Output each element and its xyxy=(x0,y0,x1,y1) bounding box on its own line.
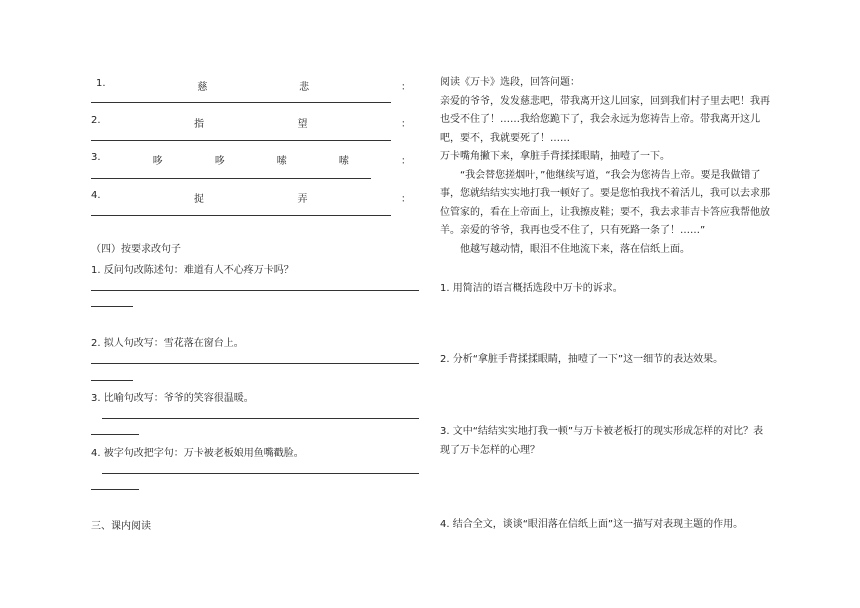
item-colon: ： xyxy=(400,82,411,93)
word-item-3 xyxy=(91,152,411,167)
item-char: 弄 xyxy=(297,194,308,205)
answer-line-short[interactable] xyxy=(91,434,139,435)
item-char: 悲 xyxy=(299,82,310,93)
question-2: 2. 拟人句改写：雪花落在窗台上。 xyxy=(91,338,244,349)
answer-line[interactable] xyxy=(91,290,419,291)
answer-line-short[interactable] xyxy=(91,489,139,490)
answer-line-short[interactable] xyxy=(91,380,133,381)
passage-paragraph: 他越写越动情，眼泪不住地流下来，落在信纸上面。 xyxy=(460,243,690,255)
reading-question-1: 1. 用简洁的语言概括选段中万卡的诉求。 xyxy=(440,283,623,294)
answer-line[interactable] xyxy=(91,140,391,141)
question-4: 4. 被字句改把字句：万卡被老板娘用鱼嘴戳脸。 xyxy=(91,448,304,459)
word-item-1 xyxy=(96,78,411,93)
reading-passage xyxy=(440,74,772,259)
answer-line[interactable] xyxy=(91,102,391,103)
item-number: 4. xyxy=(91,190,101,201)
answer-line[interactable] xyxy=(91,178,371,179)
item-char: 捉 xyxy=(194,194,205,205)
item-char: 嗦 xyxy=(338,156,349,167)
item-char: 慈 xyxy=(197,82,208,93)
passage-paragraph: “我会替您搓烟叶，”他继续写道，“我会为您祷告上帝。要是我做错了事，您就结结实实地打我一顿好了。要是您怕我找不着活儿，我可以去求那位管家的，看在上帝面上，让我擦皮鞋；要不，我去求菲吉卡答应我帮他放羊。亲爱的爷爷，我再也受不住了，只有死路一条了！……” xyxy=(440,169,770,236)
answer-line[interactable] xyxy=(91,363,419,364)
item-colon: ： xyxy=(401,194,411,205)
reading-intro: 阅读《万卡》选段，回答问题： xyxy=(440,77,580,88)
word-item-4 xyxy=(91,190,411,205)
answer-line[interactable] xyxy=(102,418,419,419)
item-number: 1. xyxy=(96,78,106,89)
item-char: 望 xyxy=(297,119,308,130)
item-number: 3. xyxy=(91,152,101,163)
reading-question-2: 2. 分析“拿脏手背揉揉眼睛，抽噎了一下”这一细节的表达效果。 xyxy=(440,354,724,365)
question-3: 3. 比喻句改写：爷爷的笑容很温暖。 xyxy=(91,393,254,404)
item-colon: ： xyxy=(401,119,411,130)
item-char: 指 xyxy=(194,119,205,130)
item-colon: ： xyxy=(400,156,411,167)
reading-question-3: 3. 文中“结结实实地打我一顿”与万卡被老板打的现实形成怎样的对比？表现了万卡怎样的心理？ xyxy=(440,426,764,456)
item-char: 嗦 xyxy=(276,156,287,167)
section-title: （四）按要求改句子 xyxy=(91,244,181,255)
word-item-2 xyxy=(91,115,411,130)
section-title: 三、课内阅读 xyxy=(91,521,151,532)
answer-line[interactable] xyxy=(102,473,419,474)
passage-paragraph: 亲爱的爷爷，发发慈悲吧，带我离开这儿回家，回到我们村子里去吧！我再也受不住了！……我给您跪下了，我会永远为您祷告上帝。带我离开这儿吧，要不，我就要死了！…… xyxy=(440,95,770,144)
item-char: 哆 xyxy=(214,156,225,167)
question-1: 1. 反问句改陈述句：难道有人不心疼万卡吗？ xyxy=(91,265,294,276)
item-number: 2. xyxy=(91,115,101,126)
answer-line[interactable] xyxy=(91,215,391,216)
passage-paragraph: 万卡嘴角撇下来，拿脏手背揉揉眼睛，抽噎了一下。 xyxy=(440,151,670,162)
item-char: 哆 xyxy=(152,156,163,167)
reading-question-4: 4. 结合全文，谈谈“眼泪落在信纸上面”这一描写对表现主题的作用。 xyxy=(440,519,744,530)
answer-line-short[interactable] xyxy=(91,306,133,307)
